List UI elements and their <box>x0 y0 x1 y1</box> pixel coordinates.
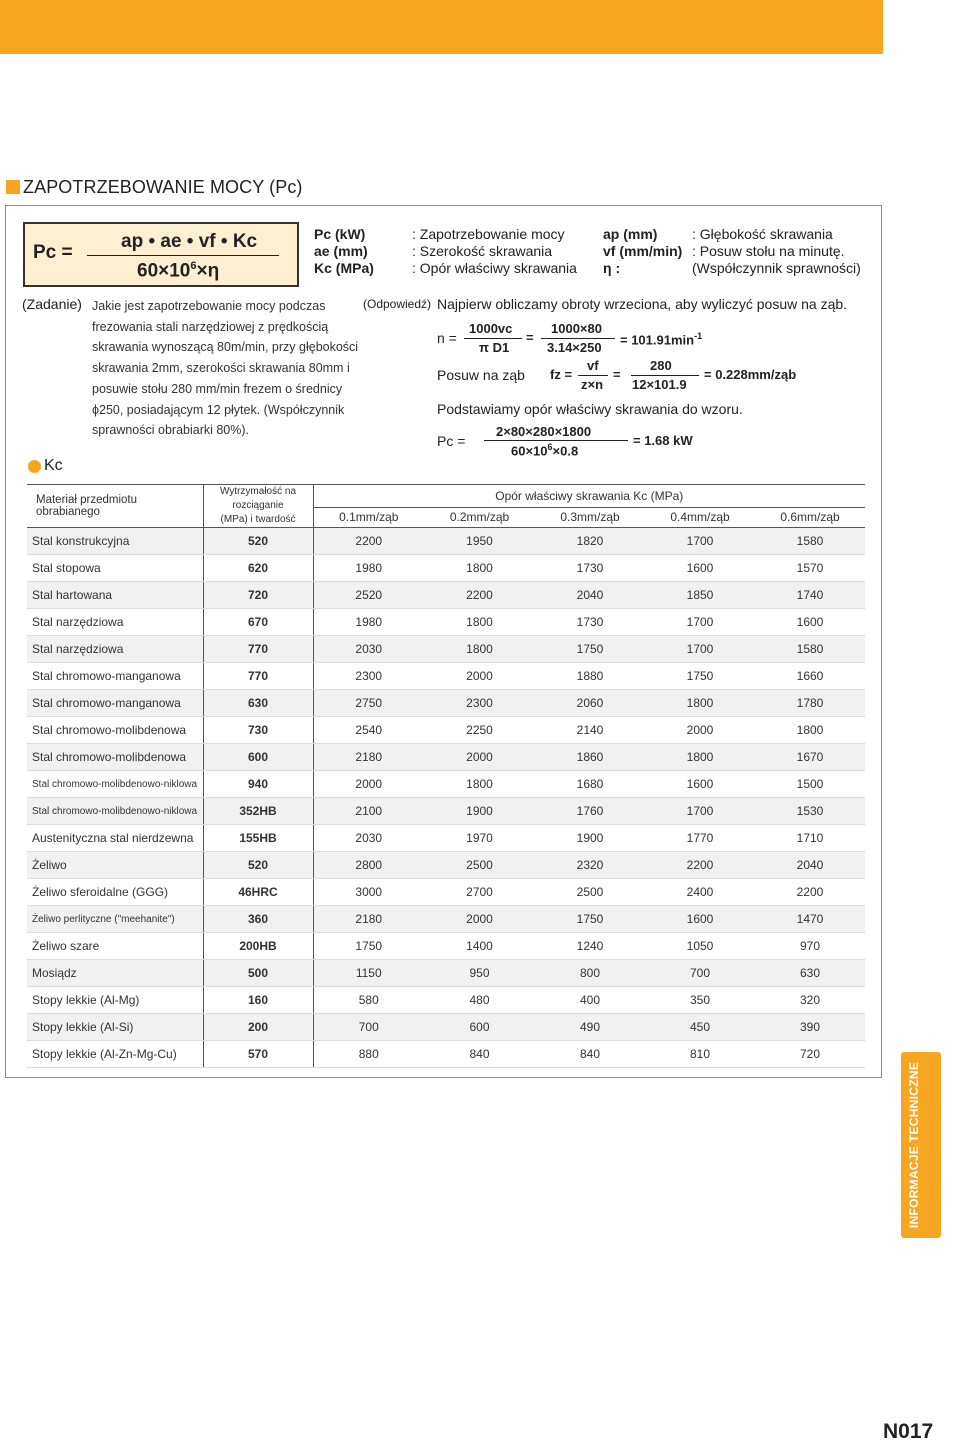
side-tab-label: INFORMACJE TECHNICZNE <box>907 1061 921 1229</box>
feed-per-tooth-label: Posuw na ząb <box>437 367 525 383</box>
table-row <box>27 582 865 609</box>
kc-value-cell: 1740 <box>755 582 865 609</box>
kc-value-cell: 2060 <box>535 690 645 717</box>
kc-value-cell: 1900 <box>535 825 645 852</box>
top-color-band <box>0 0 883 54</box>
kc-value-cell: 2000 <box>313 771 424 798</box>
kc-value-cell: 350 <box>645 987 755 1014</box>
kc-value-cell: 1860 <box>535 744 645 771</box>
kc-value-cell: 1600 <box>645 555 755 582</box>
kc-value-cell: 1800 <box>424 609 535 636</box>
strength-cell: 360 <box>203 906 313 933</box>
strength-cell: 940 <box>203 771 313 798</box>
table-row <box>27 771 865 798</box>
strength-cell: 670 <box>203 609 313 636</box>
legend-symbol: Kc (MPa) <box>314 260 374 276</box>
strength-cell: 520 <box>203 852 313 879</box>
fz-equals: = <box>613 367 621 382</box>
material-cell: Stal chromowo-manganowa <box>27 663 203 690</box>
material-cell: Stal narzędziowa <box>27 636 203 663</box>
pc-result: = 1.68 kW <box>633 433 693 448</box>
legend-descriptions-right <box>692 226 861 277</box>
material-cell: Żeliwo szare <box>27 933 203 960</box>
strength-cell: 620 <box>203 555 313 582</box>
kc-value-cell: 1700 <box>645 636 755 663</box>
n-denominator-2: 3.14×250 <box>547 340 602 355</box>
legend-symbol: vf (mm/min) <box>603 243 683 259</box>
square-bullet-icon <box>6 180 20 194</box>
fraction-line <box>484 440 628 441</box>
kc-value-cell: 1150 <box>313 960 424 987</box>
substitution-text: Podstawiamy opór właściwy skrawania do wzoru. <box>437 401 743 417</box>
kc-value-cell: 2000 <box>645 717 755 744</box>
kc-value-cell: 580 <box>313 987 424 1014</box>
kc-value-cell: 2320 <box>535 852 645 879</box>
material-cell: Stopy lekkie (Al-Zn-Mg-Cu) <box>27 1041 203 1068</box>
power-formula-box <box>23 222 299 287</box>
table-row <box>27 690 865 717</box>
kc-value-cell: 1850 <box>645 582 755 609</box>
kc-value-cell: 1980 <box>313 609 424 636</box>
strength-cell: 600 <box>203 744 313 771</box>
material-cell: Stal stopowa <box>27 555 203 582</box>
kc-value-cell: 2250 <box>424 717 535 744</box>
kc-value-cell: 1900 <box>424 798 535 825</box>
kc-value-cell: 2040 <box>535 582 645 609</box>
strength-column-header: Wytrzymałość na rozciąganie (MPa) i twardość <box>203 485 313 528</box>
problem-line: skrawania wynoszącą 80m/min, przy głębokości <box>92 340 359 355</box>
problem-line: sprawności obrabiarki 80%). <box>92 423 250 438</box>
fz-numerator-2: 280 <box>650 358 672 373</box>
table-row <box>27 528 865 555</box>
kc-value-cell: 800 <box>535 960 645 987</box>
n-result: = $101.91\min^{-1}$ <box>620 331 703 348</box>
kc-value-cell: 840 <box>535 1041 645 1068</box>
n-equals: = <box>526 330 534 345</box>
material-cell: Stal chromowo-molibdenowa <box>27 717 203 744</box>
feed-column-header: 0.3mm/ząb <box>535 507 645 527</box>
page-number: N017 <box>883 1420 934 1443</box>
legend-description: : Szerokość skrawania <box>412 243 553 259</box>
strength-cell: 200HB <box>203 933 313 960</box>
problem-line: Jakie jest zapotrzebowanie mocy podczas <box>92 299 326 313</box>
kc-value-cell: 2030 <box>313 825 424 852</box>
problem-text <box>92 296 362 441</box>
kc-value-cell: 2750 <box>313 690 424 717</box>
strength-cell: 200 <box>203 1014 313 1041</box>
kc-value-cell: 1950 <box>424 528 535 555</box>
kc-value-cell: 1800 <box>424 771 535 798</box>
kc-value-cell: 2300 <box>424 690 535 717</box>
legend-symbols-left <box>314 226 374 277</box>
kc-value-cell: 1050 <box>645 933 755 960</box>
feed-column-header: 0.2mm/ząb <box>424 507 535 527</box>
kc-value-cell: 390 <box>755 1014 865 1041</box>
legend-description: : Opór właściwy skrawania <box>412 260 577 276</box>
material-cell: Austenityczna stal nierdzewna <box>27 825 203 852</box>
kc-value-cell: 2040 <box>755 852 865 879</box>
fz-result: = 0.228mm/ząb <box>704 367 797 382</box>
kc-value-cell: 1710 <box>755 825 865 852</box>
kc-value-cell: 1700 <box>645 609 755 636</box>
table-row <box>27 825 865 852</box>
kc-value-cell: 2700 <box>424 879 535 906</box>
kc-value-cell: 1750 <box>535 636 645 663</box>
kc-value-cell: 1700 <box>645 798 755 825</box>
material-cell: Mosiądz <box>27 960 203 987</box>
table-row <box>27 636 865 663</box>
strength-cell: 46HRC <box>203 879 313 906</box>
kc-value-cell: 2030 <box>313 636 424 663</box>
fraction-line <box>464 338 522 339</box>
n-numerator-2: 1000×80 <box>551 321 602 336</box>
material-cell: Stopy lekkie (Al-Si) <box>27 1014 203 1041</box>
kc-value-cell: 2200 <box>755 879 865 906</box>
answer-intro: Najpierw obliczamy obroty wrzeciona, aby wyliczyć posuw na ząb. <box>437 296 848 312</box>
strength-cell: 570 <box>203 1041 313 1068</box>
kc-value-cell: 1530 <box>755 798 865 825</box>
fz-denominator-2: 12×101.9 <box>632 377 687 392</box>
kc-heading: Kc <box>44 457 63 474</box>
kc-value-cell: 2800 <box>313 852 424 879</box>
material-cell: Stal chromowo-manganowa <box>27 690 203 717</box>
kc-value-cell: 1660 <box>755 663 865 690</box>
material-cell: Stal konstrukcyjna <box>27 528 203 555</box>
problem-line: frezowania stali narzędziowej z prędkością <box>92 319 329 334</box>
kc-value-cell: 2500 <box>424 852 535 879</box>
side-section-tab[interactable] <box>901 1052 941 1238</box>
kc-value-cell: 1800 <box>424 636 535 663</box>
kc-value-cell: 320 <box>755 987 865 1014</box>
kc-value-cell: 2000 <box>424 744 535 771</box>
kc-value-cell: 2000 <box>424 906 535 933</box>
table-body <box>27 528 865 1068</box>
feed-column-header: 0.4mm/ząb <box>645 507 755 527</box>
fraction-line <box>87 255 279 256</box>
material-cell: Stal narzędziowa <box>27 609 203 636</box>
kc-value-cell: 2200 <box>645 852 755 879</box>
fz-denominator-1: z×n <box>581 377 604 392</box>
kc-value-cell: 2200 <box>424 582 535 609</box>
kc-value-cell: 1570 <box>755 555 865 582</box>
pc-lhs: Pc = <box>437 433 466 449</box>
n-lhs: n = <box>437 330 457 346</box>
kc-value-cell: 1970 <box>424 825 535 852</box>
kc-value-cell: 1880 <box>535 663 645 690</box>
kc-value-cell: 1750 <box>313 933 424 960</box>
kc-value-cell: 2100 <box>313 798 424 825</box>
pc-numerator: 2×80×280×1800 <box>496 424 592 439</box>
kc-value-cell: 1750 <box>535 906 645 933</box>
kc-value-cell: 3000 <box>313 879 424 906</box>
fraction-line <box>578 375 608 376</box>
material-cell: Stal chromowo-molibdenowa <box>27 744 203 771</box>
strength-cell: 352HB <box>203 798 313 825</box>
table-row <box>27 987 865 1014</box>
kc-value-cell: 880 <box>313 1041 424 1068</box>
table-row <box>27 879 865 906</box>
material-cell: Stal chromowo-molibdenowo-niklowa <box>27 771 203 798</box>
legend-description: : Posuw stołu na minutę. <box>692 243 845 259</box>
kc-value-cell: 1770 <box>645 825 755 852</box>
kc-value-cell: 2180 <box>313 744 424 771</box>
section-heading <box>6 176 303 198</box>
kc-value-cell: 630 <box>755 960 865 987</box>
kc-value-cell: 480 <box>424 987 535 1014</box>
kc-value-cell: 720 <box>755 1041 865 1068</box>
fraction-line <box>541 338 615 339</box>
kc-value-cell: 1980 <box>313 555 424 582</box>
kc-value-cell: 950 <box>424 960 535 987</box>
kc-value-cell: 490 <box>535 1014 645 1041</box>
legend-symbol: Pc (kW) <box>314 226 366 242</box>
kc-value-cell: 1780 <box>755 690 865 717</box>
formula-numerator: ap • ae • vf • Kc <box>121 231 258 252</box>
specific-cutting-force-table <box>27 484 865 1068</box>
kc-value-cell: 2000 <box>424 663 535 690</box>
kc-value-cell: 2400 <box>645 879 755 906</box>
legend-symbol: ae (mm) <box>314 243 368 259</box>
formula-lhs: Pc = <box>33 242 73 263</box>
table-row <box>27 663 865 690</box>
strength-cell: 155HB <box>203 825 313 852</box>
kc-value-cell: 600 <box>424 1014 535 1041</box>
legend-description: : Zapotrzebowanie mocy <box>412 226 565 242</box>
kc-value-cell: 840 <box>424 1041 535 1068</box>
answer-label: (Odpowiedź) <box>363 297 432 311</box>
kc-value-cell: 810 <box>645 1041 755 1068</box>
legend-symbols-right <box>603 226 682 277</box>
table-row <box>27 852 865 879</box>
kc-value-cell: 1240 <box>535 933 645 960</box>
feed-column-header: 0.1mm/ząb <box>313 507 424 527</box>
table-row <box>27 960 865 987</box>
kc-value-cell: 2520 <box>313 582 424 609</box>
table-row <box>27 609 865 636</box>
table-row <box>27 1041 865 1068</box>
table-row <box>27 717 865 744</box>
kc-value-cell: 1470 <box>755 906 865 933</box>
strength-cell: 630 <box>203 690 313 717</box>
legend-symbol: ap (mm) <box>603 226 658 242</box>
kc-value-cell: 1730 <box>535 555 645 582</box>
fz-numerator-1: vf <box>587 358 599 373</box>
kc-value-cell: 1500 <box>755 771 865 798</box>
kc-value-cell: 1750 <box>645 663 755 690</box>
legend-symbol: η : <box>603 260 621 276</box>
kc-value-cell: 1600 <box>645 771 755 798</box>
kc-value-cell: 1800 <box>645 690 755 717</box>
table-row <box>27 555 865 582</box>
kc-value-cell: 2540 <box>313 717 424 744</box>
formula-denominator: $60\times 10^6\times\eta$ <box>137 260 220 282</box>
section-title: ZAPOTRZEBOWANIE MOCY (Pc) <box>23 176 303 197</box>
material-cell: Stal chromowo-molibdenowo-niklowa <box>27 798 203 825</box>
kc-value-cell: 400 <box>535 987 645 1014</box>
kc-value-cell: 2300 <box>313 663 424 690</box>
table-row <box>27 744 865 771</box>
material-cell: Żeliwo perlityczne ("meehanite") <box>27 906 203 933</box>
feed-column-header: 0.6mm/ząb <box>755 507 865 527</box>
kc-value-cell: 700 <box>645 960 755 987</box>
kc-value-cell: 1580 <box>755 636 865 663</box>
circle-bullet-icon <box>28 460 41 473</box>
fraction-line <box>631 375 699 376</box>
kc-value-cell: 450 <box>645 1014 755 1041</box>
table-row <box>27 933 865 960</box>
kc-value-cell: 2180 <box>313 906 424 933</box>
kc-value-cell: 1670 <box>755 744 865 771</box>
fz-lhs: fz = <box>550 367 573 382</box>
legend-description: (Współczynnik sprawności) <box>692 260 861 276</box>
kc-value-cell: 1800 <box>645 744 755 771</box>
problem-line: skrawania 2mm, szerokości skrawania 80mm i <box>92 361 350 376</box>
strength-cell: 520 <box>203 528 313 555</box>
strength-cell: 730 <box>203 717 313 744</box>
kc-value-cell: 700 <box>313 1014 424 1041</box>
material-cell: Żeliwo <box>27 852 203 879</box>
kc-value-cell: 1800 <box>755 717 865 744</box>
n-denominator-1: π D1 <box>479 340 510 355</box>
table-row <box>27 906 865 933</box>
strength-cell: 770 <box>203 636 313 663</box>
material-column-header: Materiał przedmiotu obrabianego <box>27 485 203 528</box>
material-cell: Żeliwo sferoidalne (GGG) <box>27 879 203 906</box>
kc-value-cell: 1600 <box>645 906 755 933</box>
kc-value-cell: 2200 <box>313 528 424 555</box>
kc-value-cell: 1600 <box>755 609 865 636</box>
material-cell: Stal hartowana <box>27 582 203 609</box>
kc-value-cell: 1580 <box>755 528 865 555</box>
kc-value-cell: 2140 <box>535 717 645 744</box>
kc-value-cell: 1760 <box>535 798 645 825</box>
kc-value-cell: 1700 <box>645 528 755 555</box>
kc-value-cell: 1680 <box>535 771 645 798</box>
strength-cell: 720 <box>203 582 313 609</box>
kc-value-cell: 970 <box>755 933 865 960</box>
legend-descriptions-left <box>412 226 577 277</box>
pc-denominator: $60\times 10^6\times 0.8$ <box>511 442 579 459</box>
problem-line: posuwie stołu 280 mm/min frezem o średnicy <box>92 381 343 396</box>
kc-value-cell: 1800 <box>424 555 535 582</box>
table-row <box>27 798 865 825</box>
strength-cell: 500 <box>203 960 313 987</box>
kc-table <box>27 484 865 1068</box>
kc-value-cell: 1730 <box>535 609 645 636</box>
problem-label: (Zadanie) <box>22 296 82 312</box>
strength-cell: 770 <box>203 663 313 690</box>
kc-value-cell: 1820 <box>535 528 645 555</box>
material-cell: Stopy lekkie (Al-Mg) <box>27 987 203 1014</box>
strength-cell: 160 <box>203 987 313 1014</box>
kc-value-cell: 1400 <box>424 933 535 960</box>
kc-column-header: Opór właściwy skrawania Kc (MPa) <box>313 485 865 508</box>
table-row <box>27 1014 865 1041</box>
n-numerator-1: 1000vc <box>469 321 513 336</box>
legend-description: : Głębokość skrawania <box>692 226 833 242</box>
kc-value-cell: 2500 <box>535 879 645 906</box>
problem-line: ϕ250, posiadającym 12 płytek. (Współczynnik <box>92 402 345 417</box>
